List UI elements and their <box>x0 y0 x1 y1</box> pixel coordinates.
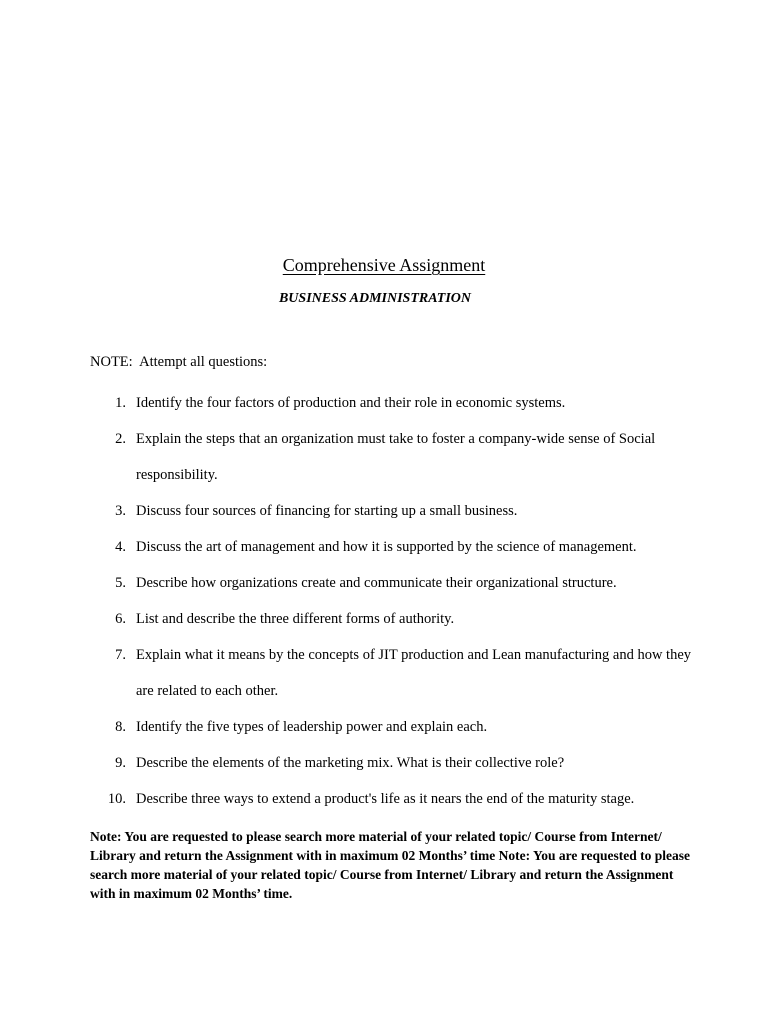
question-number: 4. <box>115 539 126 555</box>
question-item <box>0 493 768 529</box>
question-number: 10. <box>107 791 126 807</box>
question-item <box>0 745 768 781</box>
question-text: Describe three ways to extend a product's life as it nears the end of the maturity stage. <box>136 791 635 807</box>
question-number: 5. <box>115 575 126 591</box>
question-item <box>0 709 768 745</box>
question-text: Explain the steps that an organization must take to foster a company-wide sense of Social responsibility. <box>136 431 656 483</box>
question-text: List and describe the three different forms of authority. <box>136 611 455 627</box>
question-number: 1. <box>115 395 126 411</box>
page-subtitle: BUSINESS ADMINISTRATION <box>278 291 472 306</box>
question-text: Explain what it means by the concepts of JIT production and Lean manufacturing and how they are related to each other. <box>136 647 692 699</box>
question-item <box>0 781 768 817</box>
question-text: Identify the five types of leadership power and explain each. <box>136 719 488 735</box>
question-item <box>0 529 768 565</box>
question-item <box>0 565 768 601</box>
question-number: 3. <box>115 503 126 519</box>
question-number: 7. <box>115 647 126 663</box>
question-item <box>0 421 768 493</box>
page-title: Comprehensive Assignment <box>282 255 486 275</box>
footer-note: Note: You are requested to please search more material of your related topic/ Course from Internet/ Library and return the Assignment with in maximum 02 Months’ time Note: You are requested to please search more material of your related topic/ Course from Internet/ Library and return the Assignment with in maximum 02 Months’ time. <box>90 829 690 901</box>
question-item <box>0 385 768 421</box>
question-text: Identify the four factors of production and their role in economic systems. <box>136 395 566 411</box>
question-text: Describe the elements of the marketing mix. What is their collective role? <box>136 755 565 771</box>
question-text: Discuss four sources of financing for starting up a small business. <box>136 503 518 519</box>
instructions-note: NOTE: Attempt all questions: <box>90 354 268 370</box>
question-text: Describe how organizations create and communicate their organizational structure. <box>136 575 617 591</box>
question-list <box>0 385 768 817</box>
question-number: 2. <box>115 431 126 447</box>
question-number: 6. <box>115 611 126 627</box>
question-item <box>0 637 768 709</box>
question-text: Discuss the art of management and how it is supported by the science of management. <box>136 539 637 555</box>
question-number: 9. <box>115 755 126 771</box>
question-number: 8. <box>115 719 126 735</box>
question-item <box>0 601 768 637</box>
